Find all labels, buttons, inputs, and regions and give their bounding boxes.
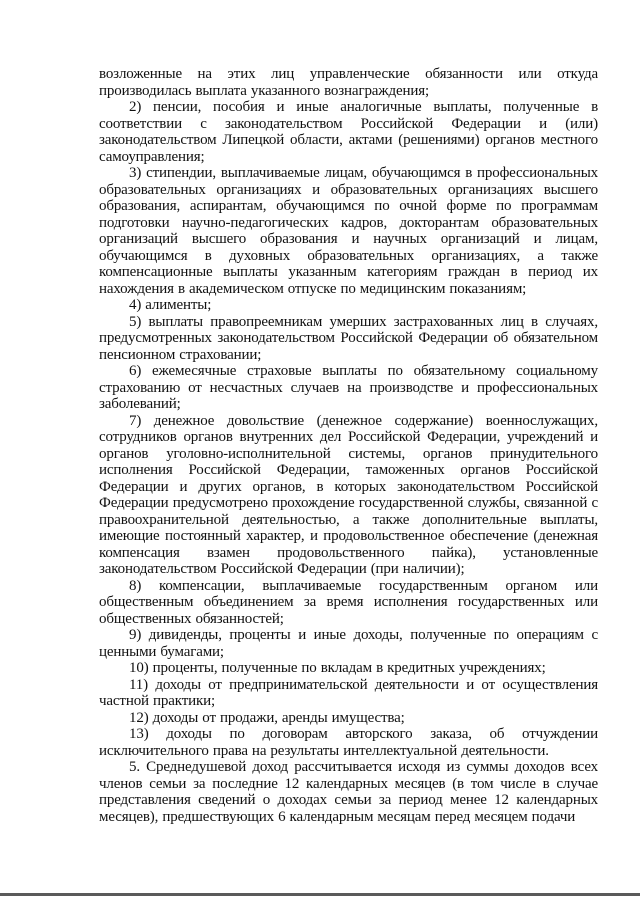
paragraph-item-9: 9) дивиденды, проценты и иные доходы, полученные по операциям с ценными бумагами; — [99, 627, 598, 660]
paragraph-item-10: 10) проценты, полученные по вкладам в кредитных учреждениях; — [129, 660, 546, 676]
paragraph-section-5: 5. Среднедушевой доход рассчитывается исходя из суммы доходов всех членов семьи за последние 12 календарных месяцев (в том числе в случае представления сведений о доходах семьи за период менее 12 календарных месяцев), предшествующих 6 календарным месяцам перед месяцем подачи — [99, 759, 598, 825]
paragraph-item-2: 2) пенсии, пособия и иные аналогичные выплаты, полученные в соответствии с законодательством Российской Федерации и (или) законодательством Липецкой области, актами (решениями) органов местного самоуправления; — [99, 99, 598, 165]
paragraph-item-8: 8) компенсации, выплачиваемые государственным органом или общественным объединением за время исполнения государственных или общественных обязанностей; — [99, 577, 598, 627]
paragraph-item-11: 11) доходы от предпринимательской деятельности и от осуществления частной практики; — [99, 676, 598, 709]
page-bottom-edge — [0, 893, 640, 896]
paragraph-item-7: 7) денежное довольствие (денежное содержание) военнослужащих, сотрудников органов внутренних дел Российской Федерации, учреждений и органов уголовно-исполнительной системы, органов принудительного исполнения Российской Федерации, таможенных органов Российской Федерации и других органов, в которых законодательством Российской Федерации предусмотрено прохождение государственной службы, связанной с правоохранительной деятельностью, а также дополнительные выплаты, имеющие постоянный характер, и продовольственное обеспечение (денежная компенсация взамен продовольственного пайка), установленные законодательством Российской Федерации (при наличии); — [99, 412, 598, 577]
paragraph-continuation: возложенные на этих лиц управленческие обязанности или откуда производилась выплата указанного вознаграждения; — [99, 66, 598, 99]
paragraph-item-3: 3) стипендии, выплачиваемые лицам, обучающимся в профессиональных образовательных организациях и образовательных организациях высшего образования, аспирантам, обучающимся по очной форме по программам подготовки научно-педагогических кадров, докторантам образовательных организаций высшего образования и научных организаций и лицам, обучающимся в духовных образовательных организациях, а также компенсационные выплаты указанным категориям граждан в период их нахождения в академическом отпуске по медицинским показаниям; — [99, 165, 598, 297]
paragraph-item-12: 12) доходы от продажи, аренды имущества; — [129, 709, 405, 726]
document-page — [99, 66, 598, 825]
paragraph-item-13: 13) доходы по договорам авторского заказа, об отчуждении исключительного права на результаты интеллектуальной деятельности. — [99, 726, 598, 759]
paragraph-item-6: 6) ежемесячные страховые выплаты по обязательному социальному страхованию от несчастных случаев на производстве и профессиональных заболеваний; — [99, 363, 598, 412]
paragraph-item-5: 5) выплаты правопреемникам умерших застрахованных лиц в случаях, предусмотренных законодательством Российской Федерации об обязательном пенсионном страховании; — [99, 313, 598, 363]
paragraph-item-4: 4) алименты; — [129, 297, 212, 313]
